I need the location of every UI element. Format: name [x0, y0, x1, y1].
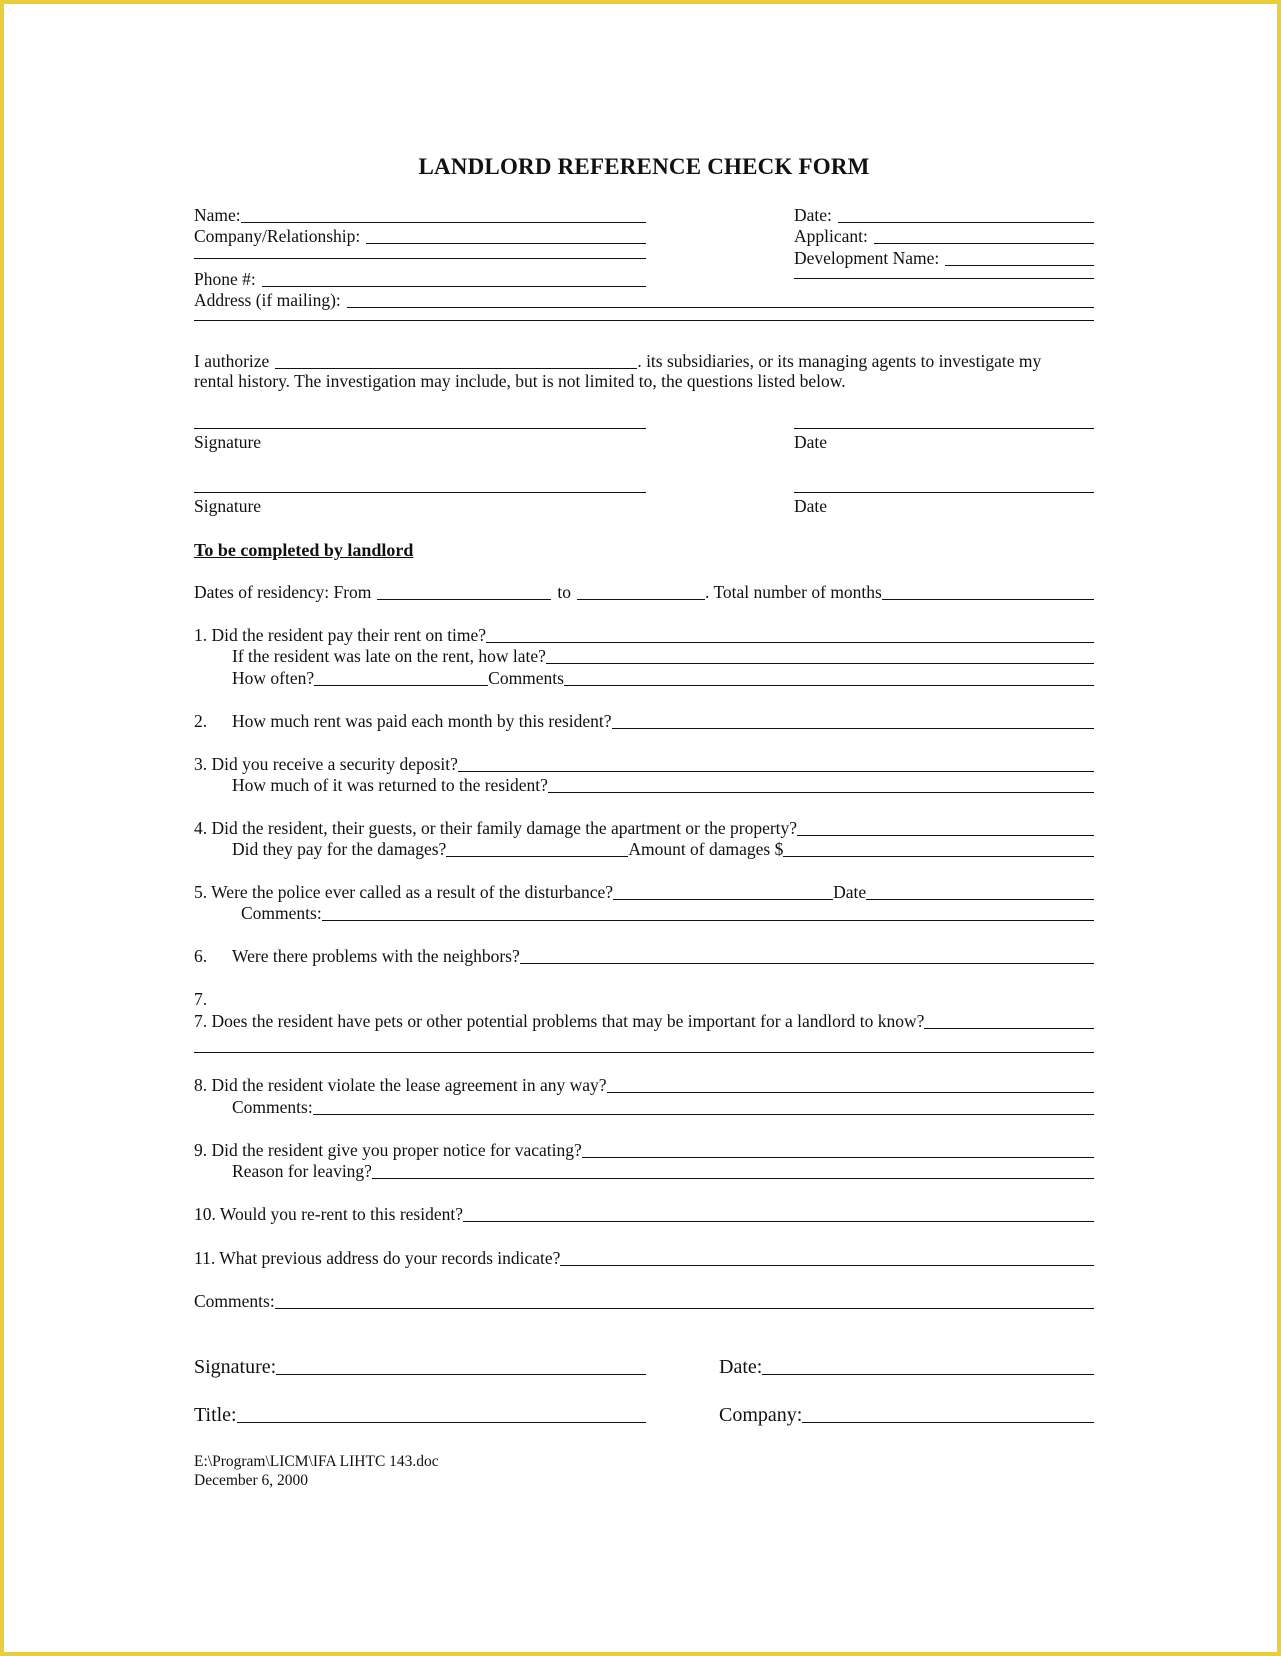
- question-5b-line[interactable]: [322, 905, 1094, 921]
- comments-label: Comments:: [194, 1290, 275, 1311]
- question-5b-text: Comments:: [241, 902, 322, 923]
- question-3-line[interactable]: [458, 756, 1094, 772]
- landlord-company-label: Company:: [719, 1403, 803, 1426]
- total-months-label: . Total number of months: [705, 581, 882, 602]
- address-line-2[interactable]: [194, 320, 1094, 321]
- company-label: Company/Relationship:: [194, 225, 361, 246]
- company-field[interactable]: [194, 225, 646, 247]
- question-6-text: Were there problems with the neighbors?: [232, 945, 520, 966]
- question-10-text: 10. Would you re-rent to this resident?: [194, 1203, 463, 1224]
- company-line-2[interactable]: [194, 258, 646, 259]
- document-page: [4, 4, 1277, 1652]
- question-8a-line[interactable]: [313, 1099, 1094, 1115]
- landlord-company-line[interactable]: [802, 1407, 1094, 1423]
- applicant-date-line-1[interactable]: [794, 428, 1094, 429]
- authorization-line: [194, 350, 1094, 372]
- question-3a-line[interactable]: [548, 777, 1094, 793]
- comments-line[interactable]: [275, 1293, 1094, 1309]
- question-1b-line[interactable]: [314, 670, 488, 686]
- applicant-field[interactable]: [794, 225, 1094, 247]
- applicant-signature-line-2[interactable]: [194, 492, 646, 493]
- page-title: LANDLORD REFERENCE CHECK FORM: [418, 154, 870, 179]
- question-1c-text: Comments: [488, 667, 564, 688]
- applicant-label: Applicant:: [794, 225, 868, 246]
- development-field[interactable]: [794, 247, 1094, 269]
- question-9-text: 9. Did the resident give you proper notice for vacating?: [194, 1139, 582, 1160]
- question-5-text: 5. Were the police ever called as a result of the disturbance?: [194, 881, 614, 902]
- authorize-suffix: . its subsidiaries, or its managing agents to investigate my: [637, 350, 1042, 371]
- question-7-line[interactable]: [924, 1013, 1094, 1029]
- residency-row: [194, 581, 1094, 603]
- date-label-1: Date: [794, 432, 828, 452]
- question-7-stray-number: 7.: [194, 989, 208, 1009]
- question-2-number: 2.: [194, 710, 208, 731]
- name-field[interactable]: [194, 204, 646, 226]
- question-6-number: 6.: [194, 945, 208, 966]
- question-4a-line[interactable]: [446, 841, 628, 857]
- authorize-company-line[interactable]: [275, 353, 637, 369]
- development-line-2[interactable]: [794, 278, 1094, 279]
- question-11-text: 11. What previous address do your records indicate?: [194, 1247, 561, 1268]
- authorize-prefix: I authorize: [194, 350, 270, 371]
- question-4-line[interactable]: [797, 820, 1094, 836]
- landlord-title-field: [194, 1404, 646, 1426]
- question-9: [194, 1139, 1094, 1161]
- question-8-text: 8. Did the resident violate the lease agreement in any way?: [194, 1074, 607, 1095]
- name-line[interactable]: [241, 207, 646, 223]
- question-3a-text: How much of it was returned to the resident?: [232, 774, 548, 795]
- date-line[interactable]: [838, 207, 1094, 223]
- question-11: [194, 1247, 1094, 1269]
- question-10-line[interactable]: [463, 1206, 1094, 1222]
- applicant-date-line-2[interactable]: [794, 492, 1094, 493]
- question-9-line[interactable]: [582, 1142, 1094, 1158]
- question-5-line[interactable]: [613, 884, 833, 900]
- question-1b-text: How often?: [232, 667, 315, 688]
- landlord-signature-line[interactable]: [276, 1359, 646, 1375]
- residency-from-label: Dates of residency: From: [194, 581, 372, 602]
- question-4b-line[interactable]: [783, 841, 1094, 857]
- question-2-line[interactable]: [612, 713, 1094, 729]
- address-line[interactable]: [347, 292, 1094, 308]
- question-4a: [232, 838, 1094, 860]
- question-4b-text: Amount of damages $: [628, 838, 784, 859]
- signature-label-1: Signature: [194, 432, 262, 452]
- question-4-text: 4. Did the resident, their guests, or their family damage the apartment or the property?: [194, 817, 798, 838]
- question-1: [194, 624, 1094, 646]
- question-11-line[interactable]: [560, 1250, 1094, 1266]
- question-5b: [241, 902, 1094, 924]
- address-label: Address (if mailing):: [194, 289, 341, 310]
- question-6: [194, 945, 1094, 967]
- question-7: [194, 1010, 1094, 1032]
- question-3a: [232, 774, 1094, 796]
- question-7-text: 7. Does the resident have pets or other potential problems that may be important for a landlord to know?: [194, 1010, 925, 1031]
- phone-label: Phone #:: [194, 268, 256, 289]
- residency-to-line[interactable]: [577, 584, 705, 600]
- authorization-text-2: rental history. The investigation may include, but is not limited to, the questions listed below.: [194, 371, 846, 391]
- landlord-signature-field: [194, 1356, 646, 1378]
- date-label: Date:: [794, 204, 832, 225]
- question-1-line[interactable]: [486, 627, 1094, 643]
- question-8a-text: Comments:: [232, 1096, 313, 1117]
- residency-to-label: to: [557, 581, 572, 602]
- landlord-section-heading: To be completed by landlord: [194, 540, 414, 560]
- question-2-text: How much rent was paid each month by this resident?: [232, 710, 612, 731]
- question-4a-text: Did they pay for the damages?: [232, 838, 447, 859]
- question-5a-line[interactable]: [866, 884, 1094, 900]
- name-label: Name:: [194, 204, 241, 225]
- development-label: Development Name:: [794, 247, 940, 268]
- question-1a: [232, 645, 1094, 667]
- company-line[interactable]: [366, 228, 646, 244]
- question-8: [194, 1074, 1094, 1096]
- question-1c-line[interactable]: [564, 670, 1094, 686]
- phone-line[interactable]: [262, 271, 646, 287]
- question-7-line-2[interactable]: [194, 1052, 1094, 1053]
- address-field[interactable]: [194, 289, 1094, 311]
- landlord-date-line[interactable]: [762, 1359, 1094, 1375]
- question-3: [194, 753, 1094, 775]
- question-1a-text: If the resident was late on the rent, how late?: [232, 645, 546, 666]
- date-field[interactable]: [794, 204, 1094, 226]
- question-3-text: 3. Did you receive a security deposit?: [194, 753, 458, 774]
- question-9a-text: Reason for leaving?: [232, 1160, 372, 1181]
- phone-field[interactable]: [194, 268, 646, 290]
- footer-date: December 6, 2000: [194, 1472, 309, 1489]
- landlord-company-field: [719, 1404, 1094, 1426]
- question-6-line[interactable]: [520, 948, 1094, 964]
- landlord-title-line[interactable]: [237, 1407, 646, 1423]
- landlord-signature-label: Signature:: [194, 1355, 277, 1378]
- question-4: [194, 817, 1094, 839]
- question-1a-line[interactable]: [546, 648, 1094, 664]
- question-8a: [232, 1096, 1094, 1118]
- question-5: [194, 881, 1094, 903]
- landlord-date-field: [719, 1356, 1094, 1378]
- residency-from-line[interactable]: [377, 584, 551, 600]
- question-1-text: 1. Did the resident pay their rent on time?: [194, 624, 487, 645]
- landlord-date-label: Date:: [719, 1355, 763, 1378]
- applicant-line[interactable]: [874, 228, 1094, 244]
- footer-file-path: E:\Program\LICM\IFA LIHTC 143.doc: [194, 1453, 439, 1470]
- question-1b: [232, 667, 1094, 689]
- applicant-signature-line-1[interactable]: [194, 428, 646, 429]
- total-months-line[interactable]: [882, 584, 1094, 600]
- signature-label-2: Signature: [194, 496, 262, 516]
- question-9a: [232, 1160, 1094, 1182]
- question-9a-line[interactable]: [372, 1163, 1094, 1179]
- question-8-line[interactable]: [607, 1077, 1094, 1093]
- date-label-2: Date: [794, 496, 828, 516]
- question-10: [194, 1203, 1094, 1225]
- question-2: [194, 710, 1094, 732]
- comments-row: [194, 1290, 1094, 1312]
- development-line[interactable]: [945, 250, 1094, 266]
- landlord-title-label: Title:: [194, 1403, 237, 1426]
- question-5a-text: Date: [833, 881, 867, 902]
